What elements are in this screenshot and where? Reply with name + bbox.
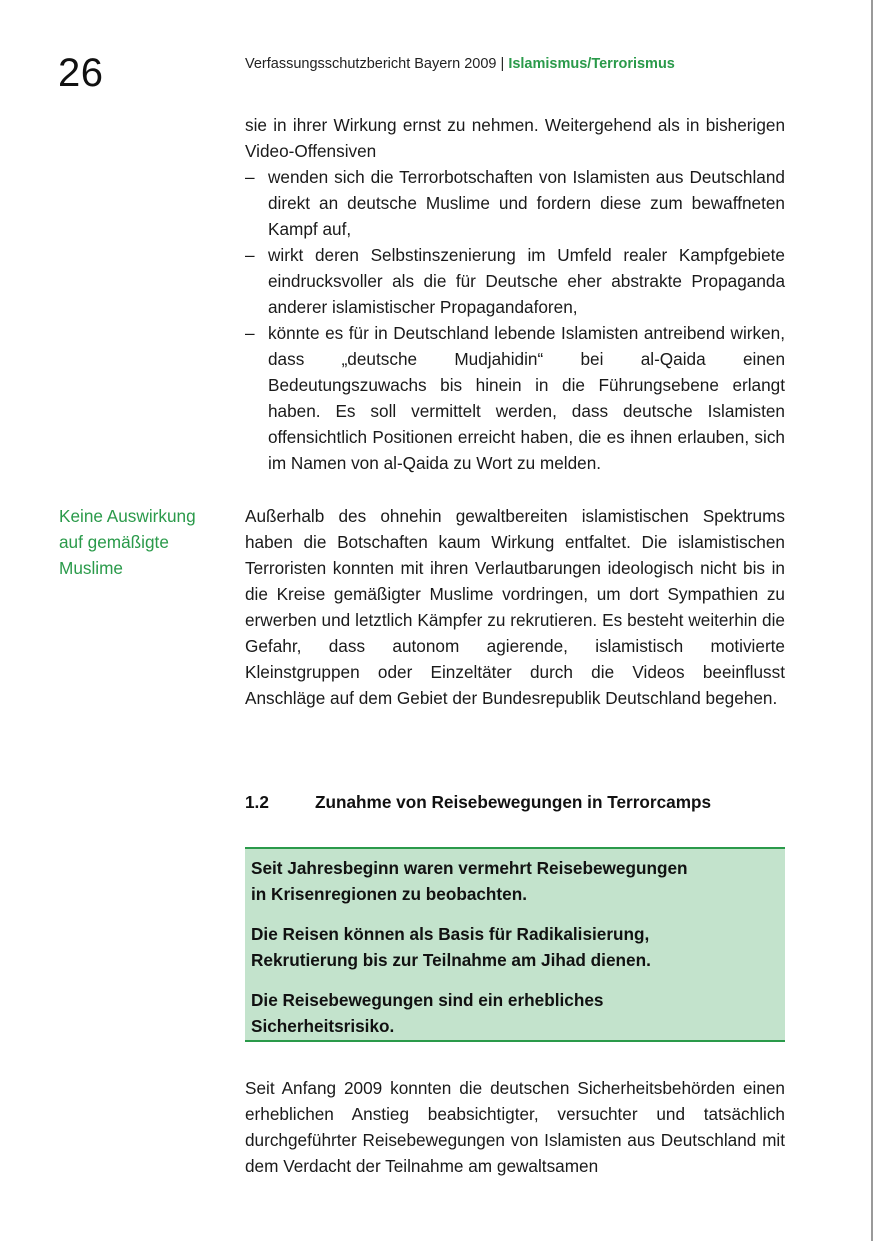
margin-note (59, 503, 229, 581)
header-section-title: Islamismus/Terrorismus (508, 56, 675, 72)
summary-item (251, 921, 779, 973)
summary-line: Die Reisebewegungen sind ein erhebliches (251, 990, 604, 1010)
margin-note-line: Muslime (59, 558, 123, 578)
bullet-item (245, 242, 785, 320)
summary-line: in Krisenregionen zu beobachten. (251, 884, 527, 904)
bullet-text: wirkt deren Selbstinszenierung im Umfeld realer Kampfgebiete eindrucksvoller als die für Deutsche eher abstrakte Propaganda anderer islamistischer Propagandaforen, (268, 245, 785, 317)
bullet-dash: – (245, 245, 255, 265)
section-title: Zunahme von Reisebewegungen in Terrorcamps (315, 792, 712, 812)
bullet-item (245, 164, 785, 242)
summary-item (251, 987, 779, 1039)
section-heading (245, 789, 785, 815)
bullet-dash: – (245, 167, 255, 187)
summary-item (251, 855, 779, 907)
summary-line: Seit Jahresbeginn waren vermehrt Reisebewegungen (251, 858, 688, 878)
paragraph-impact: Außerhalb des ohnehin gewaltbereiten islamistischen Spektrums haben die Botschaften kaum Wirkung entfaltet. Die islamistischen Terroristen konnten mit ihren Verlautbarungen ideologisch nicht bis in die Kreise gemäßigter Muslime vordringen, um dort Sympathien zu erwerben und letztlich Kämpfer zu rekrutieren. Es besteht weiterhin die Gefahr, dass autonom agierende, islamistisch motivierte Kleinstgruppen oder Einzeltäter durch die Videos beeinflusst Anschläge auf dem Gebiet der Bundesrepublik Deutschland begehen. (245, 506, 785, 708)
margin-note-line: Keine Auswirkung (59, 506, 196, 526)
page-edge-line (871, 0, 873, 1241)
section-number: 1.2 (245, 792, 269, 812)
bullet-text: könnte es für in Deutschland lebende Islamisten antreibend wirken, dass „deutsche Mudjahidin“ bei al-Qaida einen Bedeutungszuwachs bis hinein in die Führungsebene erlangt haben. Es soll vermittelt werden, dass deutsche Islamisten offensichtlich Positionen erreicht haben, die es ihnen erlauben, sich im Namen von al-Qaida zu Wort zu melden. (268, 323, 785, 473)
summary-box (245, 847, 785, 1042)
intro-paragraph: sie in ihrer Wirkung ernst zu nehmen. Weitergehend als in bisherigen Video-Offensiven (245, 115, 785, 161)
bullet-dash: – (245, 323, 255, 343)
running-header (245, 54, 675, 74)
bullet-item (245, 320, 785, 476)
margin-note-line: auf gemäßigte (59, 532, 169, 552)
page-number: 26 (58, 51, 104, 95)
paragraph-travel: Seit Anfang 2009 konnten die deutschen Sicherheitsbehörden einen erheblichen Anstieg beabsichtigter, versuchter und tatsächlich durchgeführter Reisebewegungen von Islamisten aus Deutschland mit dem Verdacht der Teilnahme am gewaltsamen (245, 1078, 785, 1176)
summary-line: Die Reisen können als Basis für Radikalisierung, (251, 924, 650, 944)
report-title: Verfassungsschutzbericht Bayern 2009 (245, 56, 497, 72)
summary-line: Rekrutierung bis zur Teilnahme am Jihad dienen. (251, 950, 651, 970)
header-separator: | (496, 56, 509, 72)
bullet-text: wenden sich die Terrorbotschaften von Islamisten aus Deutschland direkt an deutsche Muslime und fordern diese zum bewaffneten Kampf auf, (268, 167, 785, 239)
summary-line: Sicherheitsrisiko. (251, 1016, 395, 1036)
bullet-list (245, 164, 785, 476)
